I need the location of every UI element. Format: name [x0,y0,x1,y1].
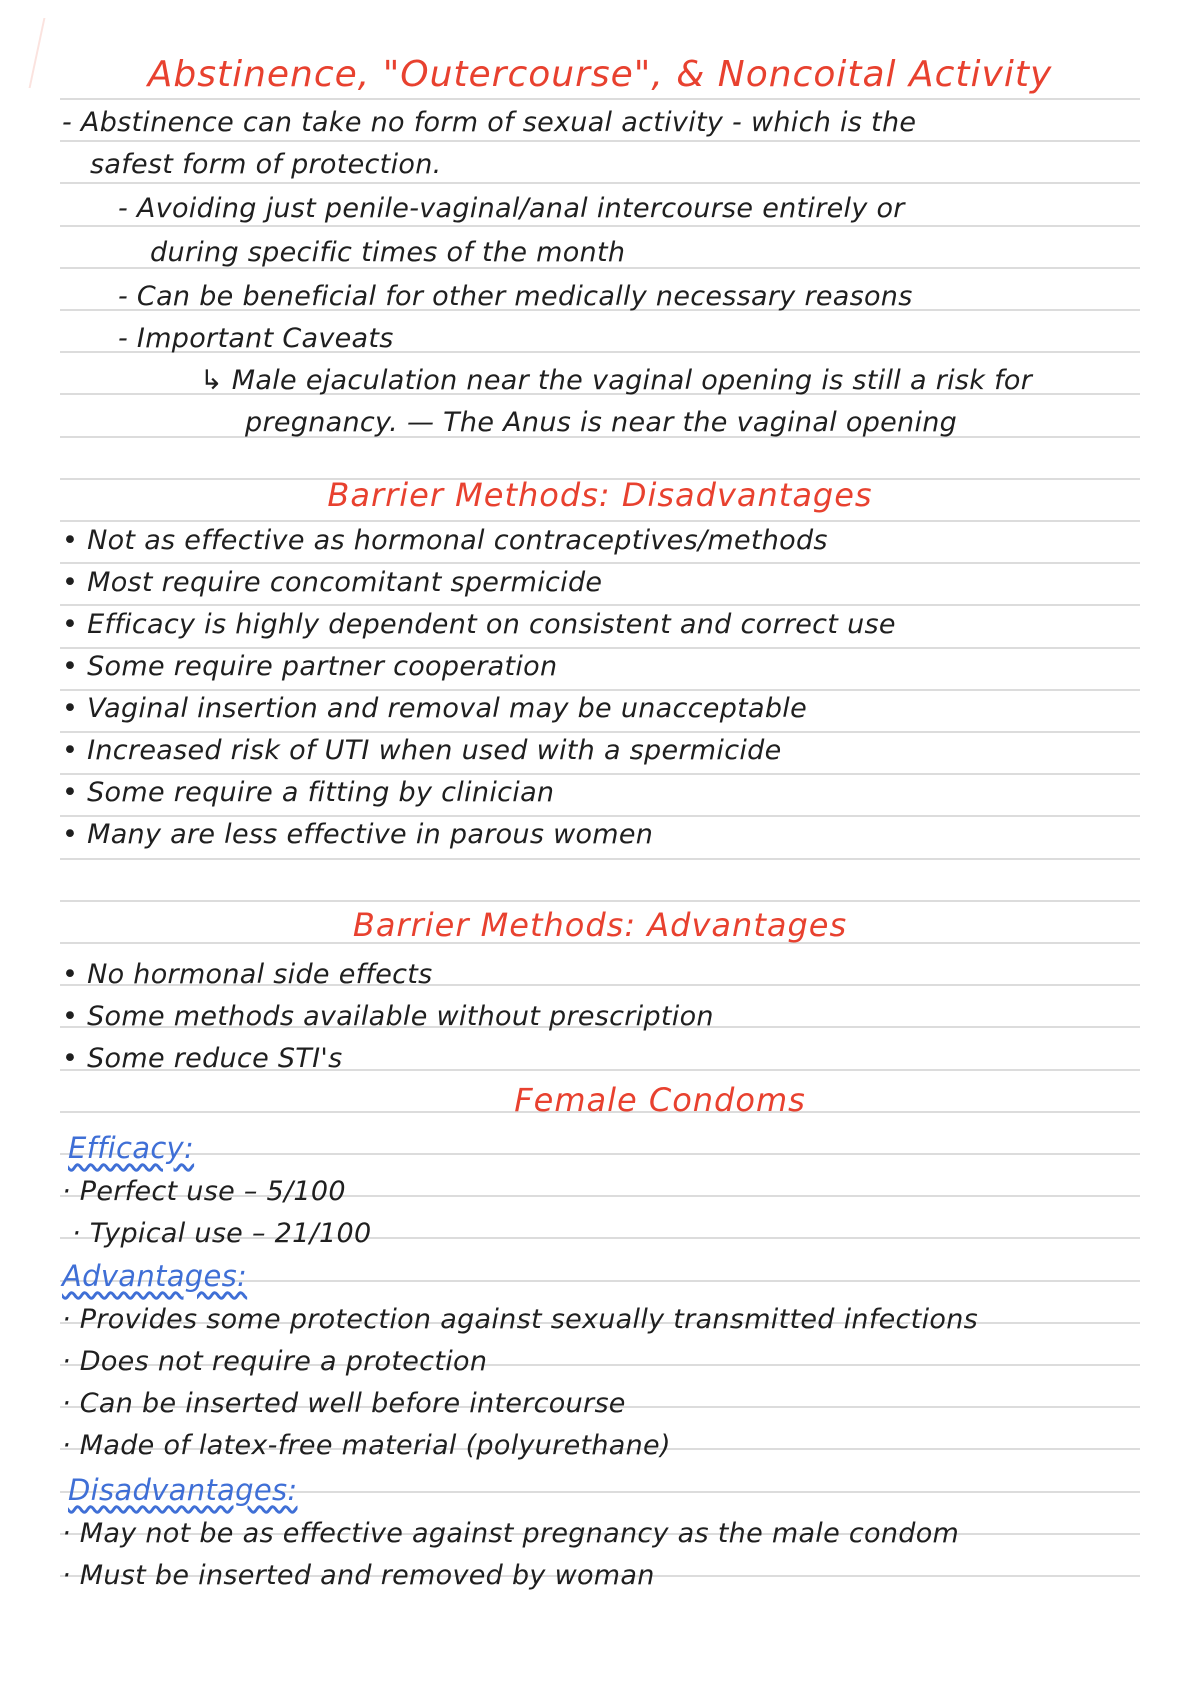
female-condom-advantage-item: · Made of latex-free material (polyurethane) [62,1430,671,1461]
barrier-advantage-item: • No hormonal side effects [62,959,433,990]
female-condom-advantage-item: · Can be inserted well before intercourse [62,1388,626,1419]
disadvantages-subheading: Disadvantages: [68,1473,298,1507]
barrier-disadvantage-item: • Some require partner cooperation [62,651,558,682]
abstinence-line-7: ↳ Male ejaculation near the vaginal opening is still a risk for [200,365,1033,396]
barrier-disadvantage-item: • Many are less effective in parous women [62,819,654,850]
abstinence-line-4: during specific times of the month [150,237,626,268]
efficacy-item: · Typical use – 21/100 [72,1218,372,1249]
barrier-disadvantage-item: • Not as effective as hormonal contraceptives/methods [62,525,828,556]
abstinence-line-2: safest form of protection. [90,149,442,180]
abstinence-line-8: pregnancy. — The Anus is near the vaginal opening [245,407,958,438]
female-condoms-heading: Female Condoms [514,1081,806,1119]
female-condom-disadvantage-item: · Must be inserted and removed by woman [62,1560,655,1591]
abstinence-line-1: - Abstinence can take no form of sexual activity - which is the [62,107,917,138]
advantages-subheading: Advantages: [62,1259,248,1293]
barrier-disadvantage-item: • Efficacy is highly dependent on consistent and correct use [62,609,896,640]
female-condom-disadvantage-item: · May not be as effective against pregnancy as the male condom [62,1518,960,1549]
efficacy-subheading: Efficacy: [68,1131,195,1165]
barrier-advantage-item: • Some reduce STI's [62,1043,343,1074]
barrier-disadvantage-item: • Most require concomitant spermicide [62,567,603,598]
barrier-advantages-heading: Barrier Methods: Advantages [352,906,848,944]
barrier-disadvantage-item: • Some require a fitting by clinician [62,777,555,808]
barrier-disadvantage-item: • Increased risk of UTI when used with a spermicide [62,735,782,766]
efficacy-item: · Perfect use – 5/100 [62,1176,346,1207]
abstinence-line-5: - Can be beneficial for other medically necessary reasons [118,281,913,312]
female-condom-advantage-item: · Provides some protection against sexually transmitted infections [62,1304,978,1335]
abstinence-line-3: - Avoiding just penile-vaginal/anal intercourse entirely or [118,193,905,224]
female-condom-advantage-item: · Does not require a protection [62,1346,488,1377]
barrier-disadvantages-heading: Barrier Methods: Disadvantages [327,476,873,514]
page-title: Abstinence, "Outercourse", & Noncoital Activity [147,54,1053,95]
barrier-disadvantage-item: • Vaginal insertion and removal may be unacceptable [62,693,808,724]
barrier-advantage-item: • Some methods available without prescription [62,1001,714,1032]
abstinence-line-6: - Important Caveats [118,323,394,354]
